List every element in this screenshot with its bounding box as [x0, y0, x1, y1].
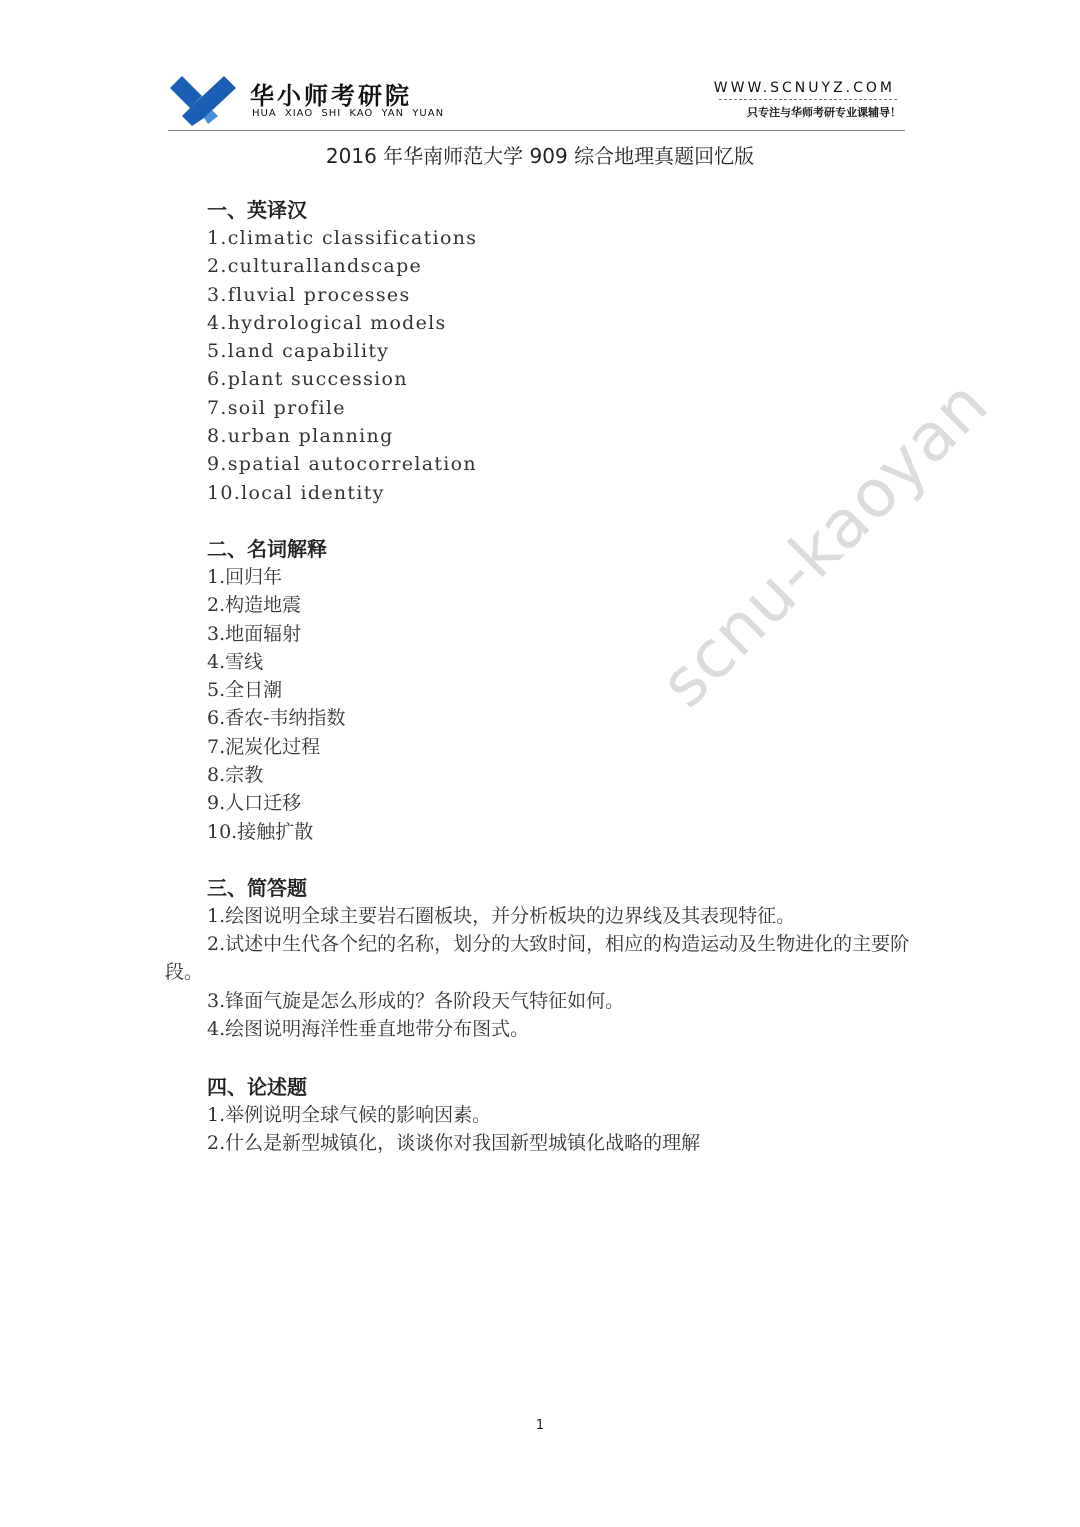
list-item: 8.宗教 — [207, 764, 264, 787]
section-heading-essay: 四、论述题 — [207, 1075, 307, 1099]
site-slogan: 只专注与华师考研专业课辅导！ — [747, 106, 901, 119]
section-heading-short-answer: 三、简答题 — [207, 876, 307, 900]
list-item: 9.人口迁移 — [207, 792, 302, 815]
question-paragraph: 2.什么是新型城镇化，谈谈你对我国新型城镇化战略的理解 — [207, 1132, 701, 1154]
header-rule — [168, 130, 905, 131]
list-item: 3.地面辐射 — [207, 622, 302, 645]
logo-text: 华小师考研院 — [250, 81, 412, 110]
list-item: 5.全日潮 — [207, 679, 283, 702]
terms-list — [207, 563, 346, 846]
list-item: 2.culturallandscape — [207, 255, 423, 278]
section-heading-translation: 一、英译汉 — [207, 198, 307, 222]
list-item: 1.climatic classifications — [207, 227, 478, 249]
watermark: scnu-kaoyan — [645, 364, 1003, 723]
list-item: 4.雪线 — [207, 650, 264, 673]
list-item: 8.urban planning — [207, 425, 394, 448]
logo-icon — [168, 74, 238, 126]
logo-pinyin: HUA XIAO SHI KAO YAN YUAN — [252, 108, 445, 119]
list-item: 6.香农-韦纳指数 — [207, 707, 346, 730]
question-paragraph: 1.绘图说明全球主要岩石圈板块，并分析板块的边界线及其表现特征。 — [207, 905, 796, 927]
list-item: 10.local identity — [207, 481, 385, 504]
section-heading-terms: 二、名词解释 — [207, 537, 327, 561]
question-paragraph: 1.举例说明全球气候的影响因素。 — [207, 1104, 492, 1126]
translation-list — [207, 224, 477, 507]
question-paragraph: 3.锋面气旋是怎么形成的？各阶段天气特征如何。 — [207, 990, 625, 1012]
list-item: 7.soil profile — [207, 396, 346, 419]
question-paragraph: 2.试述中生代各个纪的名称，划分的大致时间，相应的构造运动及生物进化的主要阶段。 — [165, 933, 910, 984]
header-dashed-divider — [719, 99, 897, 100]
list-item: 2.构造地震 — [207, 594, 302, 617]
list-item: 6.plant succession — [207, 368, 408, 391]
page-header — [168, 70, 905, 132]
question-paragraph: 4.绘图说明海洋性垂直地带分布图式。 — [207, 1018, 530, 1040]
list-item: 10.接触扩散 — [207, 820, 314, 843]
list-item: 9.spatial autocorrelation — [207, 453, 477, 476]
document-title: 2016 年华南师范大学 909 综合地理真题回忆版 — [325, 144, 755, 168]
list-item: 3.fluvial processes — [207, 283, 411, 306]
list-item: 4.hydrological models — [207, 311, 447, 334]
list-item: 1.回归年 — [207, 566, 283, 588]
site-url: WWW.SCNUYZ.COM — [713, 80, 895, 96]
list-item: 7.泥炭化过程 — [207, 735, 321, 758]
list-item: 5.land capability — [207, 340, 390, 363]
page-number: 1 — [535, 1418, 545, 1433]
